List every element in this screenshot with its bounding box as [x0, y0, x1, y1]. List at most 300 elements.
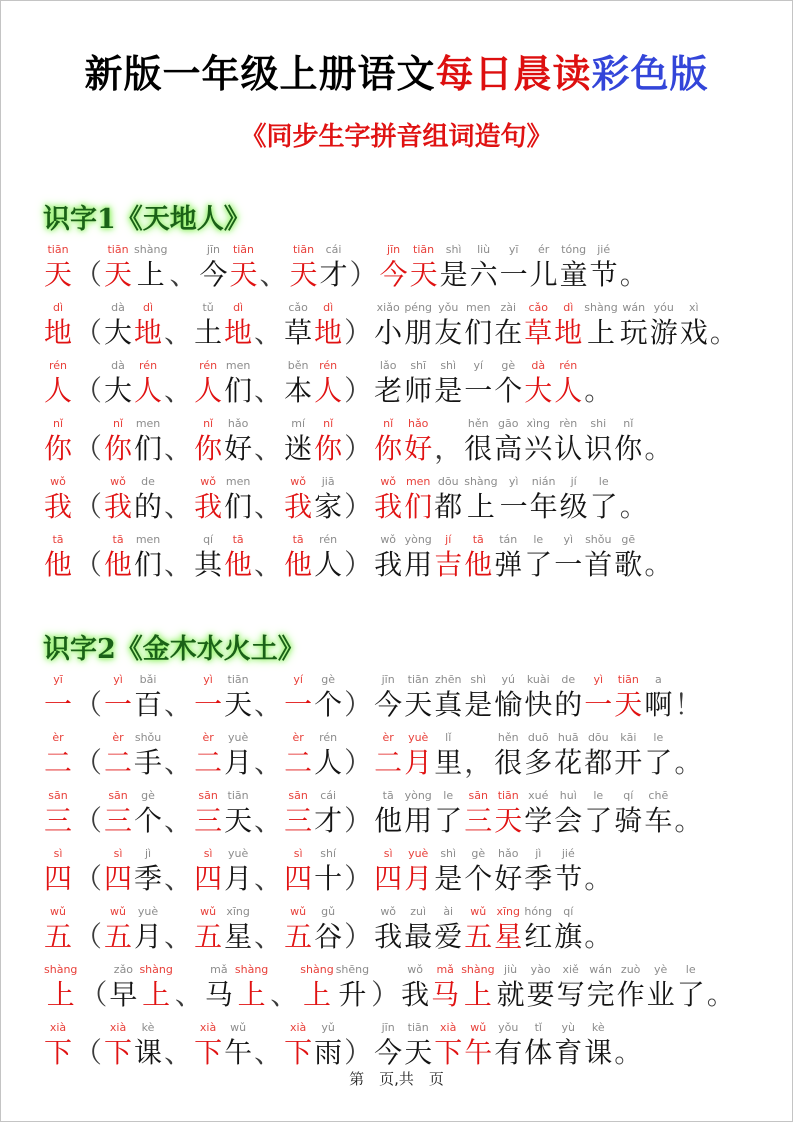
- pinyin-label: dì: [143, 301, 154, 314]
- hanzi-char: 业: [646, 978, 675, 1011]
- pinyin-label: tā: [292, 533, 304, 546]
- hanzi-char: 、: [164, 490, 193, 523]
- entry-row: [43, 474, 792, 525]
- hanzi-char: 星: [224, 920, 253, 953]
- pinyin-label: shí: [320, 847, 337, 860]
- hanzi-char: 他: [104, 548, 133, 581]
- title-segment: 新版一年级上册语文: [84, 51, 436, 96]
- hanzi-token: [134, 358, 162, 409]
- hanzi-char: 我: [401, 978, 430, 1011]
- hanzi-token: [224, 904, 252, 955]
- title-segment: 每日晨读: [435, 51, 592, 96]
- hanzi-token: [554, 416, 582, 467]
- pinyin-label: tiān: [497, 789, 519, 802]
- pinyin-label: shì: [440, 359, 457, 372]
- hanzi-token: [554, 904, 582, 955]
- hanzi-token: [554, 788, 582, 839]
- hanzi-char: 、: [169, 258, 198, 291]
- pinyin-label: hǎo: [227, 417, 249, 430]
- hanzi-token: [164, 904, 192, 955]
- pinyin-label: qí: [563, 905, 574, 918]
- hanzi-token: [530, 474, 558, 525]
- pinyin-label: èr: [292, 731, 304, 744]
- pinyin-label: tiān: [407, 1021, 429, 1034]
- hanzi-char: 地: [44, 316, 73, 349]
- hanzi-token: [614, 730, 642, 781]
- hanzi-char: ！: [674, 688, 703, 721]
- hanzi-token: [104, 672, 132, 723]
- hanzi-char: 三: [44, 804, 73, 837]
- hanzi-token: [584, 846, 612, 897]
- hanzi-char: 午: [224, 1036, 253, 1069]
- pinyin-label: le: [653, 731, 664, 744]
- hanzi-char: 一: [499, 258, 528, 291]
- hanzi-char: ）: [344, 920, 373, 953]
- hanzi-token: [344, 672, 372, 723]
- hanzi-char: ）: [344, 490, 373, 523]
- hanzi-token: [494, 672, 522, 723]
- pinyin-label: tiān: [47, 243, 69, 256]
- pinyin-label: wǔ: [50, 905, 66, 918]
- hanzi-char: 一: [44, 688, 73, 721]
- hanzi-token: [254, 1020, 282, 1071]
- hanzi-char: 人: [314, 548, 343, 581]
- pinyin-label: kè: [141, 1021, 155, 1034]
- pinyin-label: ér: [538, 243, 550, 256]
- hanzi-char: 。: [584, 920, 613, 953]
- hanzi-token: [104, 904, 132, 955]
- pinyin-label: wǒ: [407, 963, 424, 976]
- hanzi-char: 都: [584, 746, 613, 779]
- hanzi-char: 很: [464, 432, 493, 465]
- hanzi-token: [431, 962, 459, 1013]
- worksheet-content: [1, 179, 792, 1071]
- pinyin-label: dì: [52, 301, 64, 314]
- hanzi-token: [374, 1020, 402, 1071]
- hanzi-char: 育: [554, 1036, 583, 1069]
- pinyin-label: wǔ: [470, 905, 487, 918]
- pinyin-label: zuì: [410, 905, 427, 918]
- hanzi-token: [494, 904, 522, 955]
- pinyin-label: de: [561, 673, 576, 686]
- hanzi-char: 儿: [529, 258, 558, 291]
- pinyin-label: zhēn: [434, 673, 462, 686]
- page-title: [1, 43, 792, 98]
- hanzi-token: [44, 242, 72, 293]
- hanzi-token: [494, 358, 522, 409]
- pinyin-label: bǎi: [139, 673, 157, 686]
- hanzi-token: [344, 1020, 372, 1071]
- hanzi-char: 是: [439, 258, 468, 291]
- hanzi-char: 天: [404, 1036, 433, 1069]
- hanzi-token: [44, 846, 72, 897]
- hanzi-token: [284, 788, 312, 839]
- pinyin-label: yǒu: [438, 301, 459, 314]
- hanzi-token: [554, 1020, 582, 1071]
- hanzi-token: [494, 532, 522, 583]
- hanzi-token: [374, 474, 402, 525]
- pinyin-label: jiā: [321, 475, 335, 488]
- hanzi-char: 上: [463, 978, 492, 1011]
- pinyin-label: wǔ: [110, 905, 127, 918]
- pinyin-label: yì: [508, 475, 519, 488]
- hanzi-token: [224, 358, 252, 409]
- hanzi-char: 、: [164, 862, 193, 895]
- hanzi-token: [464, 416, 492, 467]
- hanzi-token: [434, 904, 462, 955]
- pinyin-label: men: [135, 417, 161, 430]
- hanzi-char: 最: [404, 920, 433, 953]
- hanzi-token: [554, 532, 582, 583]
- hanzi-char: 就: [496, 978, 525, 1011]
- hanzi-char: 红: [524, 920, 553, 953]
- hanzi-token: [524, 300, 552, 351]
- hanzi-char: 月: [224, 862, 253, 895]
- hanzi-char: 、: [254, 316, 283, 349]
- pinyin-label: wǒ: [380, 533, 397, 546]
- hanzi-char: 四: [44, 862, 73, 895]
- pinyin-label: yì: [203, 673, 213, 686]
- hanzi-token: [254, 358, 282, 409]
- hanzi-char: 五: [284, 920, 313, 953]
- pinyin-label: dà: [111, 359, 125, 372]
- pinyin-label: xià: [289, 1021, 307, 1034]
- pinyin-label: rén: [559, 359, 578, 372]
- entry-row: [43, 788, 792, 839]
- hanzi-char: 草: [284, 316, 313, 349]
- hanzi-char: 五: [104, 920, 133, 953]
- pinyin-label: hǎo: [407, 417, 429, 430]
- hanzi-token: [494, 846, 522, 897]
- hanzi-token: [524, 846, 552, 897]
- hanzi-token: [557, 962, 585, 1013]
- hanzi-token: [464, 1020, 492, 1071]
- hanzi-token: [374, 300, 402, 351]
- hanzi-token: [314, 904, 342, 955]
- hanzi-token: [260, 242, 288, 293]
- hanzi-token: [104, 474, 132, 525]
- hanzi-token: [434, 846, 462, 897]
- pinyin-label: rén: [199, 359, 218, 372]
- pinyin-label: jì: [144, 847, 152, 860]
- pinyin-label: yuè: [408, 731, 429, 744]
- hanzi-token: [44, 962, 77, 1013]
- pinyin-label: yú: [501, 673, 515, 686]
- hanzi-char: 童: [559, 258, 588, 291]
- hanzi-char: 月: [134, 920, 163, 953]
- pinyin-label: dōu: [587, 731, 609, 744]
- hanzi-char: 二: [374, 746, 403, 779]
- hanzi-char: 。: [614, 1036, 643, 1069]
- hanzi-char: ）: [344, 374, 373, 407]
- hanzi-token: [44, 904, 72, 955]
- pinyin-label: lǐ: [445, 731, 452, 744]
- hanzi-token: [554, 300, 582, 351]
- entry-row: [43, 300, 792, 351]
- hanzi-char: （: [74, 316, 103, 349]
- hanzi-char: 四: [104, 862, 133, 895]
- hanzi-char: 们: [464, 316, 493, 349]
- hanzi-char: 、: [164, 548, 193, 581]
- pinyin-label: qí: [203, 533, 214, 546]
- hanzi-char: 弹: [494, 548, 523, 581]
- pinyin-label: shǒu: [134, 731, 162, 744]
- hanzi-char: 开: [614, 746, 643, 779]
- hanzi-token: [224, 474, 252, 525]
- hanzi-char: 天: [224, 688, 253, 721]
- hanzi-char: 天: [614, 688, 643, 721]
- hanzi-char: 。: [674, 804, 703, 837]
- hanzi-char: 级: [559, 490, 588, 523]
- pinyin-label: zài: [500, 301, 517, 314]
- hanzi-token: [584, 672, 612, 723]
- pinyin-label: le: [598, 475, 609, 488]
- pinyin-label: shǒu: [585, 533, 612, 546]
- hanzi-token: [434, 788, 462, 839]
- hanzi-char: 季: [134, 862, 163, 895]
- hanzi-char: 兴: [524, 432, 553, 465]
- hanzi-char: （: [74, 1036, 103, 1069]
- hanzi-char: 二: [194, 746, 223, 779]
- entry-row: [43, 242, 792, 293]
- hanzi-token: [494, 730, 522, 781]
- hanzi-token: [314, 416, 342, 467]
- pinyin-label: le: [685, 963, 696, 976]
- pinyin-label: yì: [563, 533, 574, 546]
- hanzi-char: 、: [164, 920, 193, 953]
- hanzi-char: 百: [134, 688, 163, 721]
- pinyin-label: tā: [232, 533, 244, 546]
- hanzi-token: [284, 1020, 312, 1071]
- hanzi-token: [44, 474, 72, 525]
- hanzi-char: 了: [584, 804, 613, 837]
- hanzi-char: 、: [254, 1036, 283, 1069]
- hanzi-token: [584, 358, 612, 409]
- hanzi-token: [464, 474, 497, 525]
- hanzi-token: [497, 962, 525, 1013]
- hanzi-char: 天: [224, 804, 253, 837]
- hanzi-char: 旗: [554, 920, 583, 953]
- pinyin-label: le: [593, 789, 604, 802]
- pinyin-label: tiān: [407, 673, 429, 686]
- hanzi-char: 们: [134, 432, 163, 465]
- hanzi-char: 高: [494, 432, 523, 465]
- hanzi-char: 里: [434, 746, 463, 779]
- hanzi-token: [254, 904, 282, 955]
- hanzi-char: 他: [464, 548, 493, 581]
- hanzi-token: [284, 532, 312, 583]
- hanzi-char: 骑: [614, 804, 643, 837]
- section-heading: 识字2《金木水火土》: [43, 634, 305, 665]
- hanzi-token: [584, 300, 617, 351]
- hanzi-char: 、: [254, 862, 283, 895]
- pinyin-label: èr: [52, 731, 64, 744]
- pinyin-label: ài: [443, 905, 454, 918]
- hanzi-char: 六: [469, 258, 498, 291]
- hanzi-char: 五: [194, 920, 223, 953]
- hanzi-token: [284, 672, 312, 723]
- pinyin-label: jīn: [206, 243, 221, 256]
- hanzi-char: 我: [44, 490, 73, 523]
- hanzi-char: 戏: [679, 316, 708, 349]
- hanzi-char: 大: [524, 374, 553, 407]
- hanzi-char: （: [74, 804, 103, 837]
- hanzi-token: [344, 358, 372, 409]
- hanzi-token: [74, 358, 102, 409]
- hanzi-token: [194, 1020, 222, 1071]
- hanzi-token: [290, 242, 318, 293]
- hanzi-token: [434, 672, 462, 723]
- hanzi-token: [371, 962, 399, 1013]
- hanzi-token: [644, 788, 672, 839]
- hanzi-char: 你: [104, 432, 133, 465]
- hanzi-token: [410, 242, 438, 293]
- hanzi-token: [104, 846, 132, 897]
- pinyin-label: gǔ: [321, 905, 336, 918]
- pinyin-label: tiān: [232, 243, 255, 256]
- hanzi-char: 一: [554, 548, 583, 581]
- pinyin-label: hěn: [467, 417, 489, 430]
- hanzi-token: [584, 904, 612, 955]
- hanzi-token: [587, 962, 615, 1013]
- hanzi-char: 上: [586, 316, 615, 349]
- hanzi-char: ）: [349, 258, 378, 291]
- hanzi-char: 是: [464, 688, 493, 721]
- hanzi-char: 四: [284, 862, 313, 895]
- pinyin-label: nǐ: [203, 417, 214, 430]
- pinyin-label: wǒ: [50, 475, 66, 488]
- hanzi-token: [380, 242, 408, 293]
- hanzi-token: [74, 672, 102, 723]
- pinyin-label: wǔ: [290, 905, 307, 918]
- hanzi-token: [524, 1020, 552, 1071]
- hanzi-token: [647, 962, 675, 1013]
- hanzi-token: [314, 672, 342, 723]
- hanzi-char: 我: [104, 490, 133, 523]
- pinyin-label: men: [225, 475, 251, 488]
- hanzi-token: [404, 672, 432, 723]
- pinyin-label: sì: [293, 847, 303, 860]
- hanzi-char: 小: [374, 316, 403, 349]
- hanzi-char: 午: [464, 1036, 493, 1069]
- hanzi-token: [139, 962, 172, 1013]
- hanzi-token: [620, 474, 648, 525]
- hanzi-char: （: [74, 920, 103, 953]
- pinyin-label: rén: [139, 359, 158, 372]
- pinyin-label: cǎo: [528, 301, 549, 314]
- hanzi-token: [404, 1020, 432, 1071]
- hanzi-token: [205, 962, 233, 1013]
- hanzi-char: 。: [709, 316, 738, 349]
- hanzi-token: [194, 788, 222, 839]
- hanzi-token: [524, 730, 552, 781]
- pinyin-label: yè: [654, 963, 668, 976]
- pinyin-label: xì: [688, 301, 699, 314]
- hanzi-char: 月: [404, 746, 433, 779]
- hanzi-token: [644, 730, 672, 781]
- hanzi-char: 。: [584, 862, 613, 895]
- hanzi-token: [284, 416, 312, 467]
- pinyin-label: mǎ: [436, 963, 454, 976]
- pinyin-label: xīng: [496, 905, 520, 918]
- pinyin-label: qí: [623, 789, 634, 802]
- hanzi-char: ）: [344, 316, 373, 349]
- hanzi-token: [254, 416, 282, 467]
- hanzi-token: [194, 730, 222, 781]
- hanzi-token: [254, 730, 282, 781]
- hanzi-token: [434, 358, 462, 409]
- hanzi-token: [374, 904, 402, 955]
- pinyin-label: shī: [410, 359, 427, 372]
- pinyin-label: tǔ: [202, 301, 214, 314]
- hanzi-char: 了: [434, 804, 463, 837]
- hanzi-token: [350, 242, 378, 293]
- hanzi-char: 人: [134, 374, 163, 407]
- hanzi-token: [374, 730, 402, 781]
- hanzi-token: [464, 532, 492, 583]
- hanzi-char: （: [74, 374, 103, 407]
- hanzi-token: [617, 962, 645, 1013]
- hanzi-char: 二: [284, 746, 313, 779]
- hanzi-char: 今: [374, 688, 403, 721]
- hanzi-token: [194, 904, 222, 955]
- hanzi-char: 下: [284, 1036, 313, 1069]
- hanzi-char: 、: [164, 1036, 193, 1069]
- hanzi-char: 师: [404, 374, 433, 407]
- hanzi-char: 、: [164, 316, 193, 349]
- hanzi-char: 下: [434, 1036, 463, 1069]
- hanzi-token: [527, 962, 555, 1013]
- hanzi-token: [44, 416, 72, 467]
- hanzi-char: 升: [338, 978, 367, 1011]
- hanzi-char: 的: [134, 490, 163, 523]
- hanzi-char: 要: [526, 978, 555, 1011]
- pinyin-label: tā: [112, 533, 124, 546]
- entry-row: [43, 1020, 792, 1071]
- pinyin-label: wǒ: [110, 475, 126, 488]
- hanzi-token: [404, 300, 432, 351]
- hanzi-char: 才: [314, 804, 343, 837]
- hanzi-token: [464, 846, 492, 897]
- hanzi-char: 朋: [404, 316, 433, 349]
- hanzi-token: [254, 532, 282, 583]
- pinyin-label: gē: [621, 533, 636, 546]
- hanzi-token: [44, 358, 72, 409]
- hanzi-char: 、: [254, 804, 283, 837]
- hanzi-char: 其: [194, 548, 223, 581]
- pinyin-label: dōu: [437, 475, 459, 488]
- hanzi-char: 你: [44, 432, 73, 465]
- hanzi-char: 上: [237, 978, 266, 1011]
- hanzi-token: [134, 532, 162, 583]
- hanzi-token: [224, 672, 252, 723]
- pinyin-label: shàng: [234, 963, 269, 976]
- hanzi-char: 早: [109, 978, 138, 1011]
- hanzi-token: [284, 846, 312, 897]
- hanzi-token: [164, 672, 192, 723]
- hanzi-char: 月: [404, 862, 433, 895]
- hanzi-token: [74, 416, 102, 467]
- hanzi-char: 年: [529, 490, 558, 523]
- hanzi-token: [194, 358, 222, 409]
- hanzi-token: [434, 416, 462, 467]
- hanzi-token: [320, 242, 348, 293]
- hanzi-token: [614, 672, 642, 723]
- entry-row: [43, 904, 792, 955]
- hanzi-token: [344, 416, 372, 467]
- pinyin-label: dì: [323, 301, 334, 314]
- hanzi-char: 我: [374, 920, 403, 953]
